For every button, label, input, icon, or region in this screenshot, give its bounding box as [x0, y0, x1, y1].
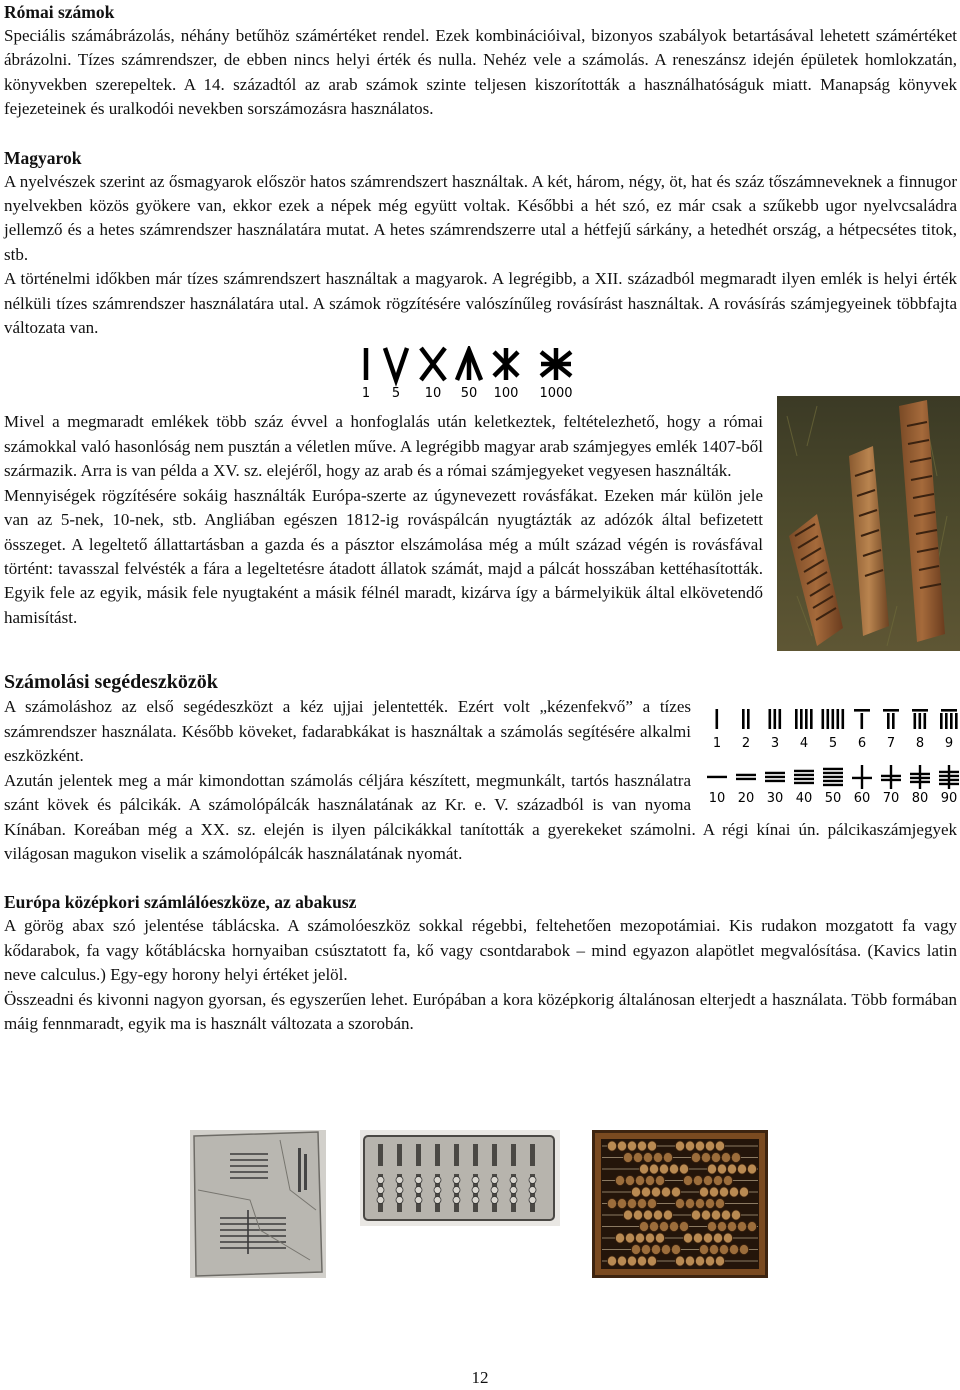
rod-unit-2: [742, 709, 750, 729]
rod-tens-30: [765, 772, 785, 782]
rod-unit-label: 4: [799, 736, 809, 752]
rod-tens-90: [939, 765, 959, 789]
rod-unit-label: 9: [944, 736, 954, 752]
rod-unit-3: [769, 709, 782, 729]
rod-tens-label: 40: [795, 791, 813, 806]
tools-paragraph-1: A számoláshoz az első segédeszközt a kéz ujjai jelentették. Ezért volt „kézenfekvő” a tízes számrendszer használata. Később köveket, fadarabkákat is használtak a számolás segítésére alkalmi eszközként.: [4, 697, 691, 766]
rod-tens-label: 60: [853, 791, 871, 806]
abacus-paragraph-2: Összeadni és kivonni nagyon gyorsan, és egyszerűen lehet. Európában a kora középkorig általánosan elterjedt a használata. Több formában máig fennmaradt, egyik ma is használt változata a szorobán.: [4, 989, 957, 1033]
rod-unit-label: 8: [915, 736, 925, 752]
page: [4, 0, 957, 1036]
rod-unit-1: [716, 709, 719, 729]
rod-unit-9: [940, 709, 958, 729]
rune-label-10: 10: [424, 386, 441, 401]
abacus-paragraph-1: A görög abax szó jelentése táblácska. A számolóeszköz sokkal régebbi, feltehetően mezopotámiai. Kis rudakon mozgatott fa vagy kődarabok, fa vagy kőtáblácska hornyaiban csúsztatott fa, kő vagy csontdarabok – mind egyazon alapötlet megvalósítása. (Kavics latin neve calculus.) Egy-egy horony helyi értéket jelöl.: [4, 916, 957, 985]
rod-unit-4: [795, 709, 813, 729]
rune-label-50: 50: [460, 386, 477, 401]
rod-unit-5: [822, 709, 845, 729]
rod-unit-7: [883, 709, 899, 729]
hungarian-paragraph-3: Mivel a megmaradt emlékek több száz évvel a honfoglalás után keletkeztek, feltételezhető, hogy a római számokkal való hasonlóság nem pusztán a véletlen műve. A legrégibb magyar arab számjegyes emlék 1407-ből származik. Arra is van példa a XV. sz. elejéről, hogy az arab és a római számjegyeket vegyesen használták.: [4, 412, 763, 481]
rod-tens-70: [881, 765, 901, 789]
rod-tens-label: 80: [911, 791, 929, 806]
rod-unit-label: 3: [770, 736, 780, 752]
rod-unit-label: 6: [857, 736, 867, 752]
rod-unit-8: [912, 709, 928, 729]
tools-paragraph-2: Azután jelentek meg a már kimondottan számolás céljára készített, megmunkált, tartós használatra szánt kövek és pálcikák. A számolópálcák használatának az Kr. e. V. századból is van nyoma Kínában. Koreában még a XX. sz. elején is ilyen pálcikákkal tanították a gyerekeket számolni. A régi kínai ún. pálcikaszámjegyek világosan magukon viselik a számolópálcák használatának nyomát.: [4, 770, 957, 863]
rune-label-1000: 1000: [538, 386, 573, 401]
rod-tens-label: 50: [824, 791, 842, 806]
rod-tens-label: 70: [882, 791, 900, 806]
rod-tens-label: 90: [940, 791, 958, 806]
wooden-abacus-photo: [592, 1130, 768, 1278]
roman-abacus-photo: [360, 1130, 560, 1226]
rod-unit-6: [854, 709, 870, 729]
rod-unit-label: 1: [712, 736, 722, 752]
section-title-roman: Római számok: [4, 2, 115, 22]
roman-paragraph: Speciális számábrázolás, néhány betűhöz számértéket rendel. Ezek kombinációival, bizonyos szabályok betartásával lehetett számértéket ábrázolni. Tízes számrendszer, de ebben nincs helyi érték és nulla. Nehéz vele a számolás. A reneszánsz idején épületek homlokzatán, könyvekben szerepeltek. A 14. századtól az arab számok szinte teljesen kiszorították a használhatóságuk miatt. Manapság könyvek fejezeteinek és uralkodói nevekben sorszámozásra használatos.: [4, 26, 957, 119]
rod-tens-50: [823, 768, 843, 786]
rod-unit-label: 7: [886, 736, 896, 752]
abacus-figures: [0, 1130, 960, 1280]
rod-numerals-figure: [703, 707, 960, 805]
rune-label-100: 100: [493, 386, 518, 401]
rod-tens-label: 30: [766, 791, 784, 806]
rod-unit-label: 5: [828, 736, 838, 752]
rod-tens-label: 10: [708, 791, 726, 806]
rod-tens-10: [707, 776, 727, 778]
rod-tens-40: [794, 770, 814, 784]
rune-label-5: 5: [391, 386, 400, 401]
rune-label-1: 1: [361, 386, 370, 401]
rod-tens-80: [910, 765, 930, 789]
hungarian-paragraph-2: A történelmi időkben már tízes számrendszert használtak a magyarok. A legrégibb, a XII. századból megmaradt ilyen emlék is helyi érték nélküli tízes számrendszer használatára utal. A számok rögzítésére valószínűleg rovásírást használtak. A rovásírás számjegyeinek többfajta változata van.: [4, 269, 957, 338]
rune-5-glyph: [385, 348, 407, 380]
rod-tens-60: [852, 765, 872, 789]
page-number: 12: [471, 1368, 489, 1387]
rod-tens-20: [736, 774, 756, 780]
section-title-abacus: Európa középkori számlálóeszköze, az abakusz: [4, 892, 357, 913]
tally-sticks-photo: [777, 396, 960, 651]
section-title-tools: Számolási segédeszközök: [4, 671, 218, 694]
rod-tens-label: 20: [737, 791, 755, 806]
rovas-numerals-figure: [4, 346, 957, 400]
section-title-hungarian: Magyarok: [4, 147, 82, 168]
hungarian-paragraph-1: A nyelvészek szerint az ősmagyarok először hatos számrendszert használtak. A két, három, négy, öt, hat és száz tőszámneveknek a finnugor nyelvekben közös gyökere van, ekkor ezek a népek még együtt voltak. Későbbi a hét szó, ez már csak a szűkebb ugor nyelvcsaládra jellemző és a hetes számrendszer használatára mutat. A hetes számrendszerre utal a hétfejű sárkány, a hetedhét ország, a hétpecsétes titok, stb.: [4, 171, 957, 264]
hungarian-paragraph-4: Mennyiségek rögzítésére sokáig használták Európa-szerte az úgynevezett rovásfákat. Ezeken már külön jele van az 5-nek, 10-nek, stb. Angliában egészen 1812-ig rováspálcán nyugtázták az adózók által befizetett összeget. A legeltető állattartásban a gazda és a pásztor elszámolása még a múlt század végén is rovásfával történt: tavasszal felvésték a fára a legeltetésre átadott állatok számát, majd a pálcát hosszában kettéhasították. Egyik fele az egyik, másik fele nyugtaként a másik félnél maradt, kizárva így a bármelyikük által elkövetendő hamisítást.: [4, 485, 763, 627]
rod-unit-label: 2: [741, 736, 751, 752]
salamis-tablet-photo: [190, 1130, 326, 1278]
